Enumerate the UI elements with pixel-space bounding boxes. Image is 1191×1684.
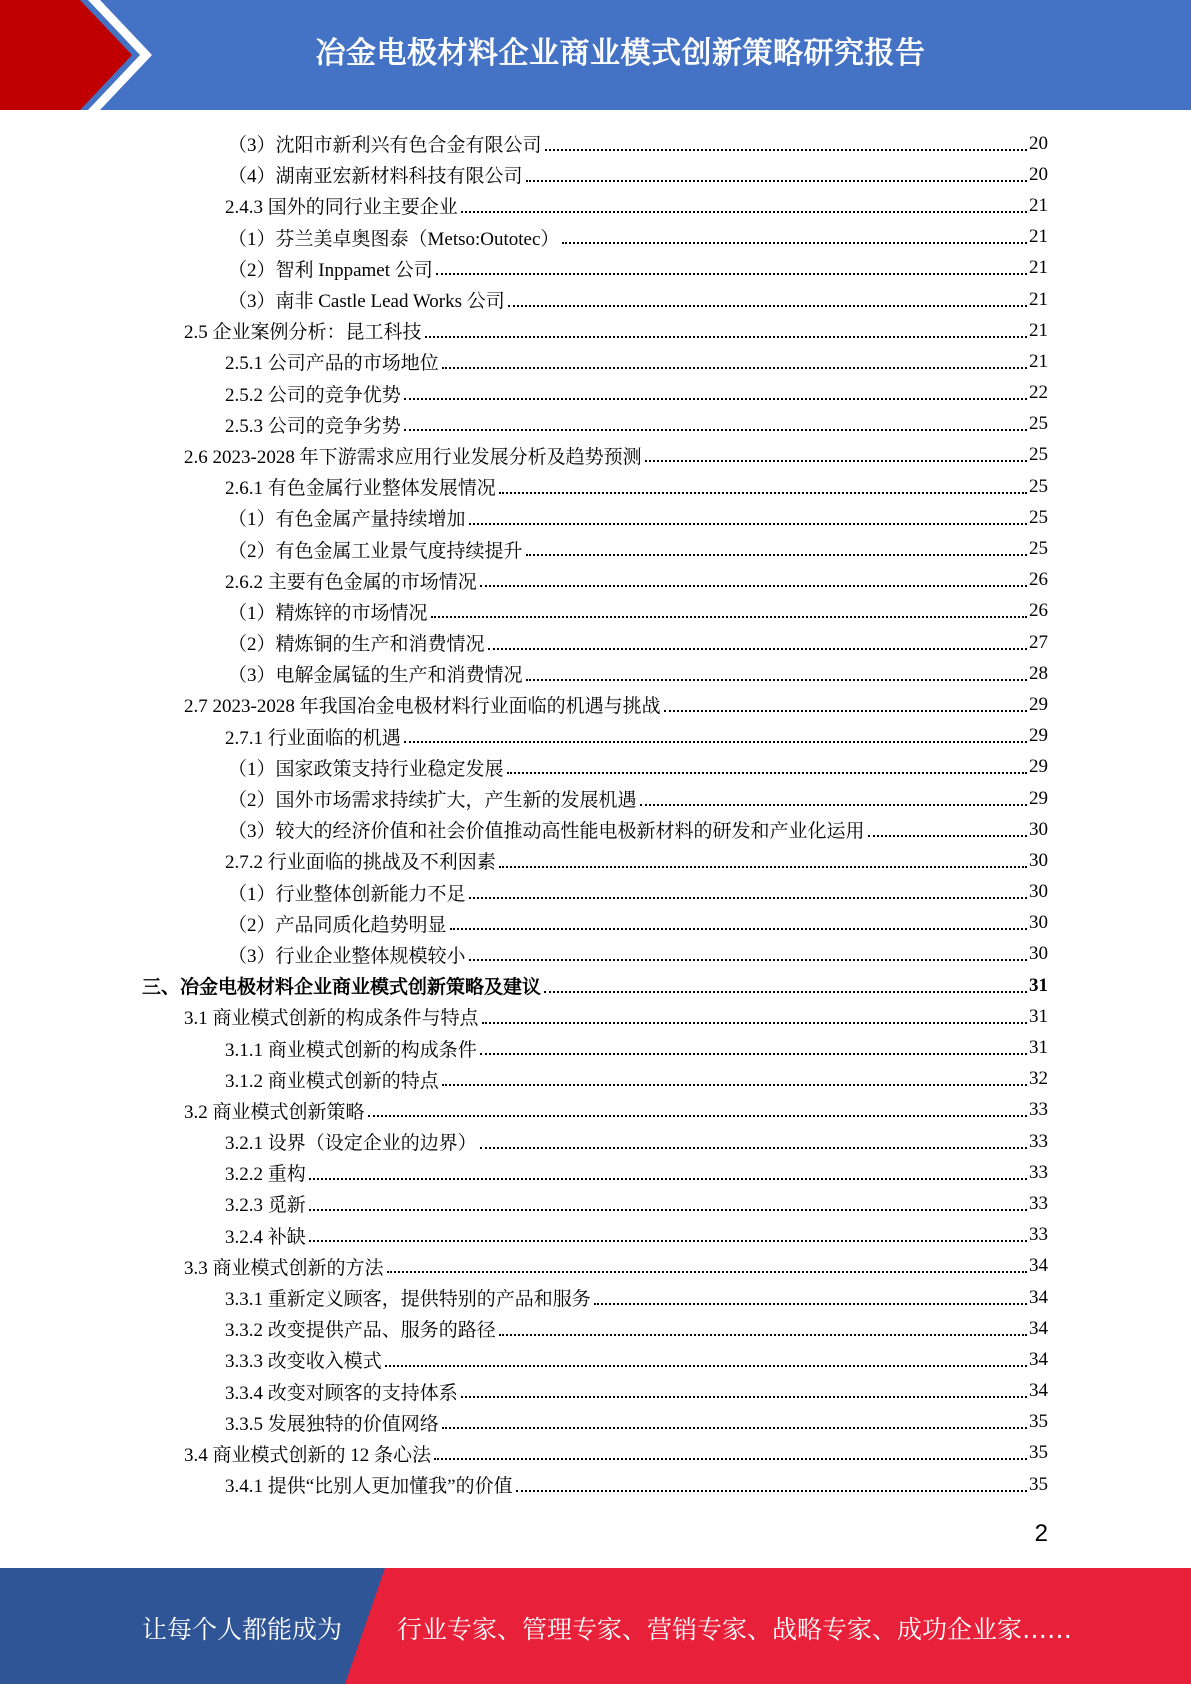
toc-leader-dots <box>640 804 1027 806</box>
toc-entry-page: 34 <box>1029 1286 1048 1308</box>
toc-entry-page: 35 <box>1029 1411 1048 1433</box>
toc-leader-dots <box>499 1334 1027 1336</box>
toc-entry-title: 2.6.2 主要有色金属的市场情况 <box>225 571 477 593</box>
toc-leader-dots <box>309 1178 1027 1180</box>
toc-leader-dots <box>404 741 1027 743</box>
toc-entry-page: 26 <box>1029 600 1048 622</box>
toc-leader-dots <box>469 523 1027 525</box>
toc-entry-page: 21 <box>1029 319 1048 341</box>
toc-entry-title: （2）有色金属工业景气度持续提升 <box>228 540 523 562</box>
toc-entry[interactable] <box>0 409 1191 440</box>
toc-entry-page: 25 <box>1029 475 1048 497</box>
page-header <box>0 0 1191 110</box>
toc-entry-title: 3.3 商业模式创新的方法 <box>184 1257 384 1279</box>
toc-entry-title: （2）产品同质化趋势明显 <box>228 914 447 936</box>
toc-entry[interactable] <box>0 658 1191 689</box>
toc-entry[interactable] <box>0 1032 1191 1063</box>
toc-entry-title: 3.2 商业模式创新策略 <box>184 1101 365 1123</box>
toc-entry[interactable] <box>0 689 1191 720</box>
toc-entry-title: （2）国外市场需求持续扩大，产生新的发展机遇 <box>228 790 637 812</box>
toc-entry-title: 3.3.2 改变提供产品、服务的路径 <box>225 1320 496 1342</box>
toc-entry[interactable] <box>0 596 1191 627</box>
toc-entry-title: （1）有色金属产量持续增加 <box>228 509 466 531</box>
toc-entry-page: 25 <box>1029 538 1048 560</box>
toc-entry[interactable] <box>0 877 1191 908</box>
toc-entry-page: 34 <box>1029 1380 1048 1402</box>
table-of-contents <box>0 128 1191 1500</box>
toc-entry-page: 33 <box>1029 1161 1048 1183</box>
toc-entry[interactable] <box>0 1188 1191 1219</box>
toc-entry-title: 3.4.1 提供“比别人更加懂我”的价值 <box>225 1476 513 1498</box>
toc-entry-title: 3.3.3 改变收入模式 <box>225 1351 382 1373</box>
toc-entry-title: 2.5.1 公司产品的市场地位 <box>225 353 439 375</box>
toc-entry[interactable] <box>0 939 1191 970</box>
toc-entry-page: 28 <box>1029 662 1048 684</box>
toc-entry-page: 35 <box>1029 1442 1048 1464</box>
toc-entry[interactable] <box>0 533 1191 564</box>
footer-slogan-left: 让每个人都能成为 <box>142 1615 343 1644</box>
toc-entry[interactable] <box>0 970 1191 1001</box>
toc-entry-page: 30 <box>1029 849 1048 871</box>
toc-entry[interactable] <box>0 440 1191 471</box>
toc-entry-page: 31 <box>1029 1005 1048 1027</box>
toc-entry[interactable] <box>0 1251 1191 1282</box>
toc-entry[interactable] <box>0 284 1191 315</box>
toc-entry-page: 31 <box>1029 974 1048 996</box>
toc-entry[interactable] <box>0 908 1191 939</box>
toc-entry-page: 33 <box>1029 1192 1048 1214</box>
toc-leader-dots <box>526 679 1027 681</box>
toc-leader-dots <box>645 460 1027 462</box>
toc-entry[interactable] <box>0 1344 1191 1375</box>
toc-entry-page: 21 <box>1029 257 1048 279</box>
toc-entry-page: 26 <box>1029 569 1048 591</box>
toc-entry-page: 21 <box>1029 226 1048 248</box>
toc-entry-page: 33 <box>1029 1099 1048 1121</box>
toc-leader-dots <box>516 1490 1027 1492</box>
toc-leader-dots <box>404 398 1027 400</box>
toc-entry-page: 33 <box>1029 1130 1048 1152</box>
toc-entry[interactable] <box>0 315 1191 346</box>
toc-entry-page: 33 <box>1029 1224 1048 1246</box>
toc-entry-title: 3.1.2 商业模式创新的特点 <box>225 1070 439 1092</box>
toc-leader-dots <box>544 991 1027 993</box>
toc-leader-dots <box>482 1022 1027 1024</box>
toc-leader-dots <box>442 1084 1027 1086</box>
toc-entry-title: （3）行业企业整体规模较小 <box>228 945 466 967</box>
toc-leader-dots <box>562 242 1027 244</box>
toc-entry-page: 29 <box>1029 725 1048 747</box>
report-title: 冶金电极材料企业商业模式创新策略研究报告 <box>315 36 926 71</box>
toc-entry-title: 3.3.4 改变对顾客的支持体系 <box>225 1382 458 1404</box>
toc-entry-title: （1）芬兰美卓奥图泰（Metso:Outotec） <box>228 228 560 250</box>
toc-entry-page: 20 <box>1029 163 1048 185</box>
toc-entry[interactable] <box>0 1313 1191 1344</box>
toc-entry-page: 30 <box>1029 912 1048 934</box>
toc-entry-page: 27 <box>1029 631 1048 653</box>
toc-entry-title: 2.4.3 国外的同行业主要企业 <box>225 197 458 219</box>
toc-entry-title: 2.7.1 行业面临的机遇 <box>225 727 401 749</box>
toc-leader-dots <box>594 1303 1027 1305</box>
toc-entry-title: 2.6 2023-2028 年下游需求应用行业发展分析及趋势预测 <box>184 446 642 468</box>
toc-entry-title: 2.5 企业案例分析：昆工科技 <box>184 322 422 344</box>
toc-entry[interactable] <box>0 253 1191 284</box>
toc-entry-title: （2）智利 Inppamet 公司 <box>228 259 433 281</box>
toc-entry[interactable] <box>0 1376 1191 1407</box>
toc-entry-page: 34 <box>1029 1317 1048 1339</box>
toc-leader-dots <box>425 336 1027 338</box>
toc-leader-dots <box>309 1240 1027 1242</box>
page-number: 2 <box>1034 1520 1048 1547</box>
toc-leader-dots <box>480 1053 1027 1055</box>
toc-entry[interactable] <box>0 471 1191 502</box>
toc-entry-page: 29 <box>1029 787 1048 809</box>
toc-entry[interactable] <box>0 752 1191 783</box>
toc-entry-page: 21 <box>1029 194 1048 216</box>
toc-leader-dots <box>461 1396 1027 1398</box>
toc-leader-dots <box>526 554 1027 556</box>
toc-entry-title: 2.5.2 公司的竞争优势 <box>225 384 401 406</box>
toc-entry-title: （1）精炼锌的市场情况 <box>228 602 428 624</box>
toc-leader-dots <box>450 928 1027 930</box>
toc-leader-dots <box>461 211 1027 213</box>
toc-entry-title: （3）南非 Castle Lead Works 公司 <box>228 291 505 313</box>
toc-entry-page: 22 <box>1029 382 1048 404</box>
toc-entry[interactable] <box>0 1157 1191 1188</box>
toc-entry[interactable] <box>0 814 1191 845</box>
toc-entry-title: 3.1 商业模式创新的构成条件与特点 <box>184 1008 479 1030</box>
toc-leader-dots <box>499 492 1027 494</box>
footer-slogan-right: 行业专家、管理专家、营销专家、战略专家、成功企业家…… <box>397 1615 1073 1644</box>
toc-leader-dots <box>545 149 1027 151</box>
toc-entry-page: 25 <box>1029 444 1048 466</box>
toc-entry-page: 30 <box>1029 881 1048 903</box>
toc-entry-title: （3）电解金属锰的生产和消费情况 <box>228 665 523 687</box>
toc-entry[interactable] <box>0 783 1191 814</box>
toc-entry-title: 3.2.2 重构 <box>225 1164 306 1186</box>
toc-leader-dots <box>499 866 1027 868</box>
toc-entry-page: 29 <box>1029 693 1048 715</box>
toc-leader-dots <box>431 616 1027 618</box>
toc-entry[interactable] <box>0 1469 1191 1500</box>
toc-entry-title: （3）较大的经济价值和社会价值推动高性能电极新材料的研发和产业化运用 <box>228 821 865 843</box>
toc-entry[interactable] <box>0 502 1191 533</box>
toc-entry-title: 3.3.1 重新定义顾客，提供特别的产品和服务 <box>225 1289 591 1311</box>
toc-entry[interactable] <box>0 128 1191 159</box>
toc-leader-dots <box>434 1458 1027 1460</box>
toc-entry[interactable] <box>0 346 1191 377</box>
toc-leader-dots <box>526 180 1027 182</box>
toc-entry-title: 2.7.2 行业面临的挑战及不利因素 <box>225 852 496 874</box>
toc-leader-dots <box>368 1115 1027 1117</box>
toc-leader-dots <box>868 835 1027 837</box>
toc-leader-dots <box>469 959 1027 961</box>
toc-entry[interactable] <box>0 1001 1191 1032</box>
toc-entry-page: 30 <box>1029 943 1048 965</box>
toc-leader-dots <box>507 772 1027 774</box>
toc-entry[interactable] <box>0 1064 1191 1095</box>
toc-entry-page: 20 <box>1029 132 1048 154</box>
toc-leader-dots <box>469 897 1027 899</box>
toc-entry-page: 25 <box>1029 506 1048 528</box>
toc-entry-title: 3.2.3 觅新 <box>225 1195 306 1217</box>
toc-entry-page: 21 <box>1029 350 1048 372</box>
toc-leader-dots <box>664 710 1027 712</box>
toc-entry[interactable] <box>0 1407 1191 1438</box>
toc-entry-page: 21 <box>1029 288 1048 310</box>
toc-entry[interactable] <box>0 1095 1191 1126</box>
toc-entry-page: 30 <box>1029 818 1048 840</box>
toc-entry-page: 25 <box>1029 413 1048 435</box>
toc-leader-dots <box>442 367 1027 369</box>
toc-entry[interactable] <box>0 159 1191 190</box>
toc-entry-page: 32 <box>1029 1068 1048 1090</box>
toc-entry[interactable] <box>0 378 1191 409</box>
toc-leader-dots <box>387 1271 1027 1273</box>
toc-leader-dots <box>488 648 1027 650</box>
toc-entry-title: 3.1.1 商业模式创新的构成条件 <box>225 1039 477 1061</box>
toc-entry-title: 3.4 商业模式创新的 12 条心法 <box>184 1444 432 1466</box>
toc-entry[interactable] <box>0 222 1191 253</box>
toc-entry[interactable] <box>0 1220 1191 1251</box>
toc-entry-title: 3.2.4 补缺 <box>225 1226 306 1248</box>
toc-entry-title: （4）湖南亚宏新材料科技有限公司 <box>228 166 523 188</box>
toc-entry-title: 3.3.5 发展独特的价值网络 <box>225 1413 439 1435</box>
toc-entry-title: （1）行业整体创新能力不足 <box>228 883 466 905</box>
toc-entry[interactable] <box>0 721 1191 752</box>
toc-leader-dots <box>404 429 1027 431</box>
toc-leader-dots <box>309 1209 1027 1211</box>
toc-entry-title: 3.2.1 设界（设定企业的边界） <box>225 1133 477 1155</box>
toc-entry-page: 35 <box>1029 1473 1048 1495</box>
toc-entry-title: 2.5.3 公司的竞争劣势 <box>225 415 401 437</box>
toc-entry-page: 31 <box>1029 1037 1048 1059</box>
toc-entry[interactable] <box>0 845 1191 876</box>
toc-entry[interactable] <box>0 1282 1191 1313</box>
toc-entry[interactable] <box>0 1126 1191 1157</box>
toc-entry-page: 29 <box>1029 756 1048 778</box>
toc-entry-title: 2.7 2023-2028 年我国冶金电极材料行业面临的机遇与挑战 <box>184 696 661 718</box>
toc-entry-page: 34 <box>1029 1348 1048 1370</box>
toc-leader-dots <box>442 1427 1027 1429</box>
toc-entry-title: （1）国家政策支持行业稳定发展 <box>228 758 504 780</box>
toc-leader-dots <box>480 585 1027 587</box>
toc-entry[interactable] <box>0 565 1191 596</box>
toc-entry-title: （2）精炼铜的生产和消费情况 <box>228 634 485 656</box>
toc-leader-dots <box>508 305 1027 307</box>
toc-entry[interactable] <box>0 627 1191 658</box>
toc-entry-title: 三、冶金电极材料企业商业模式创新策略及建议 <box>142 977 542 999</box>
toc-leader-dots <box>385 1365 1027 1367</box>
toc-entry-title: 2.6.1 有色金属行业整体发展情况 <box>225 478 496 500</box>
toc-entry-page: 34 <box>1029 1255 1048 1277</box>
toc-leader-dots <box>480 1147 1027 1149</box>
toc-leader-dots <box>436 273 1027 275</box>
toc-entry-title: （3）沈阳市新利兴有色合金有限公司 <box>228 135 542 157</box>
page-footer <box>0 1568 1191 1684</box>
toc-entry[interactable] <box>0 190 1191 221</box>
toc-entry[interactable] <box>0 1438 1191 1469</box>
